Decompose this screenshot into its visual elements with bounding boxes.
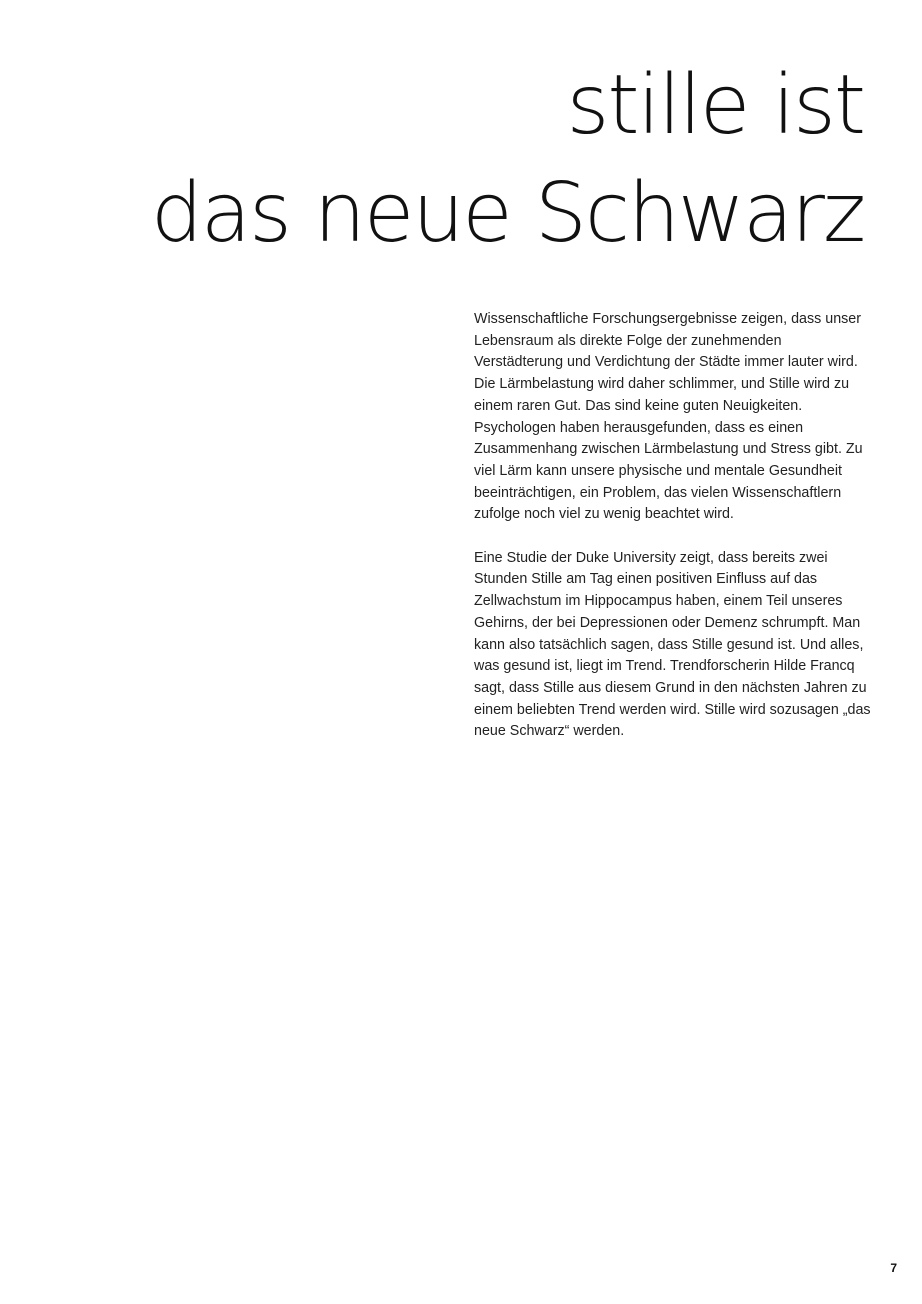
title-line-1: stille ist [566,58,864,153]
paragraph-2: Eine Studie der Duke University zeigt, dass bereits zwei Stunden Stille am Tag einen positiven Einfluss auf das Zellwachstum im Hippocampus haben, einem Teil unseres Gehirns, der bei Depressionen oder Demenz schrumpft. Man kann also tatsächlich sagen, dass Stille gesund ist. Und alles, was gesund ist, liegt im Trend. Trendforscherin Hilde Francq sagt, dass Stille aus diesem Grund in den nächsten Jahren zu einem beliebten Trend werden wird. Stille wird sozusagen „das neue Schwarz“ werden. [474,549,871,740]
page-title [151,52,864,268]
title-line-2: das neue Schwarz [150,166,864,261]
article-body [474,309,874,765]
page-number: 7 [890,1261,897,1275]
paragraph-1: Wissenschaftliche Forschungsergebnisse zeigen, dass unser Lebensraum als direkte Folge der zunehmenden Verstädterung und Verdichtung der Städte immer lauter wird. Die Lärmbelastung wird daher schlimmer, und Stille wird zu einem raren Gut. Das sind keine guten Neuigkeiten. Psychologen haben herausgefunden, dass es einen Zusammenhang zwischen Lärmbelastung und Stress gibt. Zu viel Lärm kann unsere physische und mentale Gesundheit beeinträchtigen, ein Problem, das vielen Wissenschaftlern zufolge noch viel zu wenig beachtet wird. [474,311,863,523]
